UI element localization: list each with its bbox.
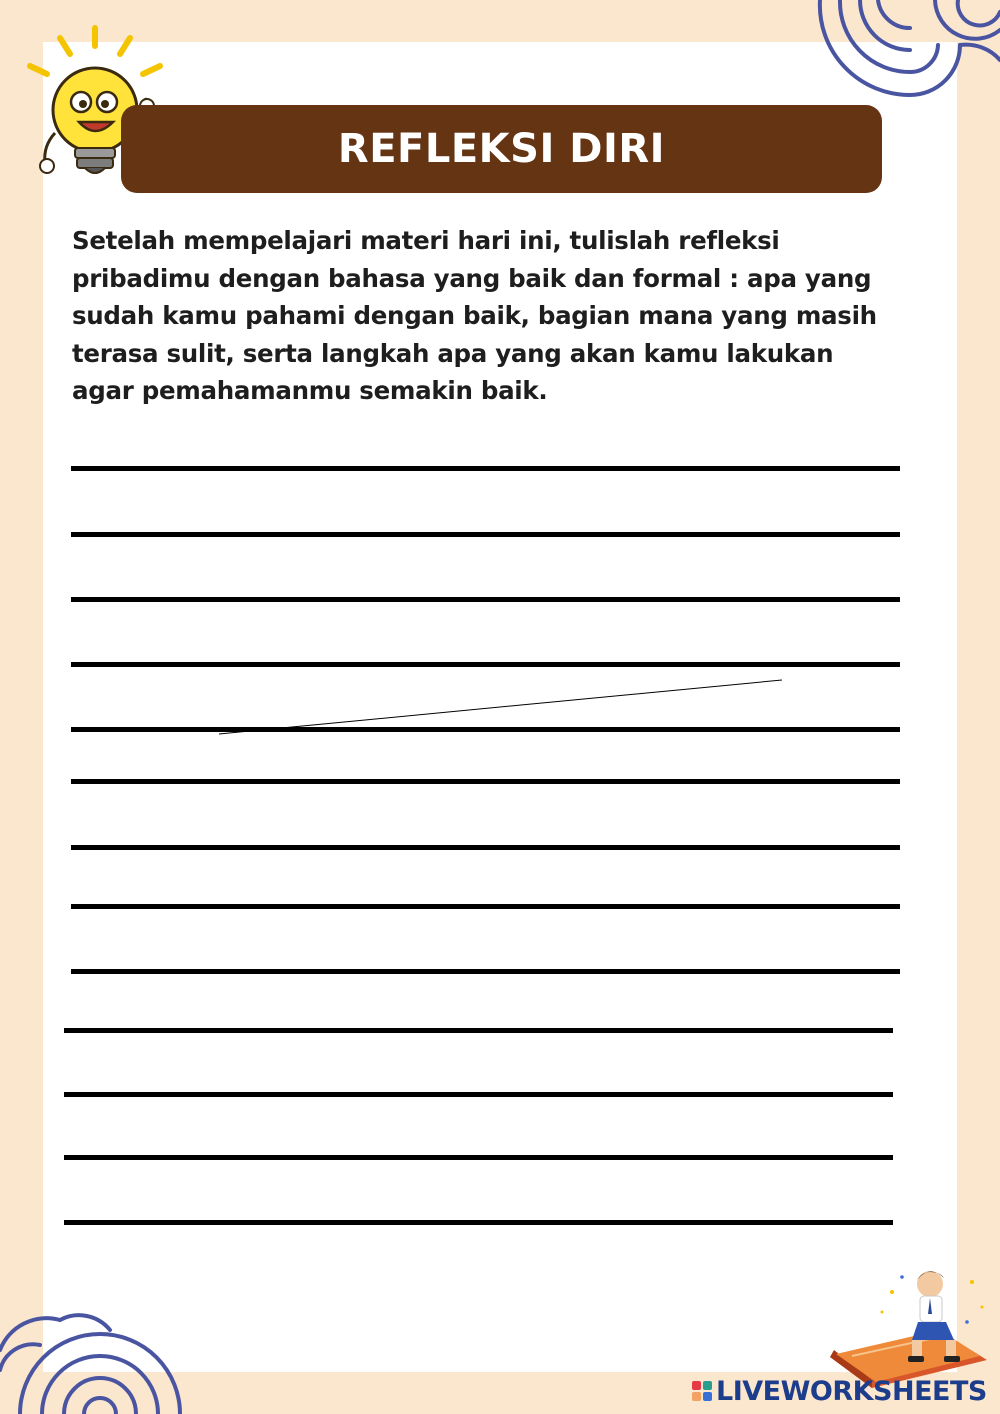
writing-line[interactable] — [71, 466, 900, 471]
swirl-decoration-icon — [760, 0, 1000, 110]
pen-stroke — [215, 676, 785, 738]
writing-line[interactable] — [71, 904, 900, 909]
writing-line[interactable] — [71, 532, 900, 537]
writing-line[interactable] — [71, 845, 900, 850]
writing-line[interactable] — [71, 779, 900, 784]
writing-line[interactable] — [71, 969, 900, 974]
title-banner — [121, 105, 882, 193]
writing-line[interactable] — [71, 662, 900, 667]
writing-line[interactable] — [64, 1092, 893, 1097]
writing-line[interactable] — [71, 597, 900, 602]
page-title: REFLEKSI DIRI — [337, 126, 666, 172]
liveworksheets-watermark[interactable] — [692, 1374, 987, 1408]
instructions-text: Setelah mempelajari materi hari ini, tulislah refleksi pribadimu dengan bahasa yang baik dan formal : apa yang sudah kamu pahami dengan baik, bagian mana yang masih terasa sulit, serta langkah apa yang akan kamu lakukan agar pemahamanmu semakin baik. — [72, 226, 877, 405]
watermark-text: LIVEWORKSHEETS — [716, 1375, 987, 1407]
writing-line[interactable] — [64, 1220, 893, 1225]
writing-line[interactable] — [64, 1028, 893, 1033]
student-on-book-illustration — [822, 1262, 1000, 1392]
liveworksheets-logo-icon — [692, 1381, 712, 1401]
swirl-decoration-icon — [0, 1290, 210, 1414]
writing-line[interactable] — [64, 1155, 893, 1160]
